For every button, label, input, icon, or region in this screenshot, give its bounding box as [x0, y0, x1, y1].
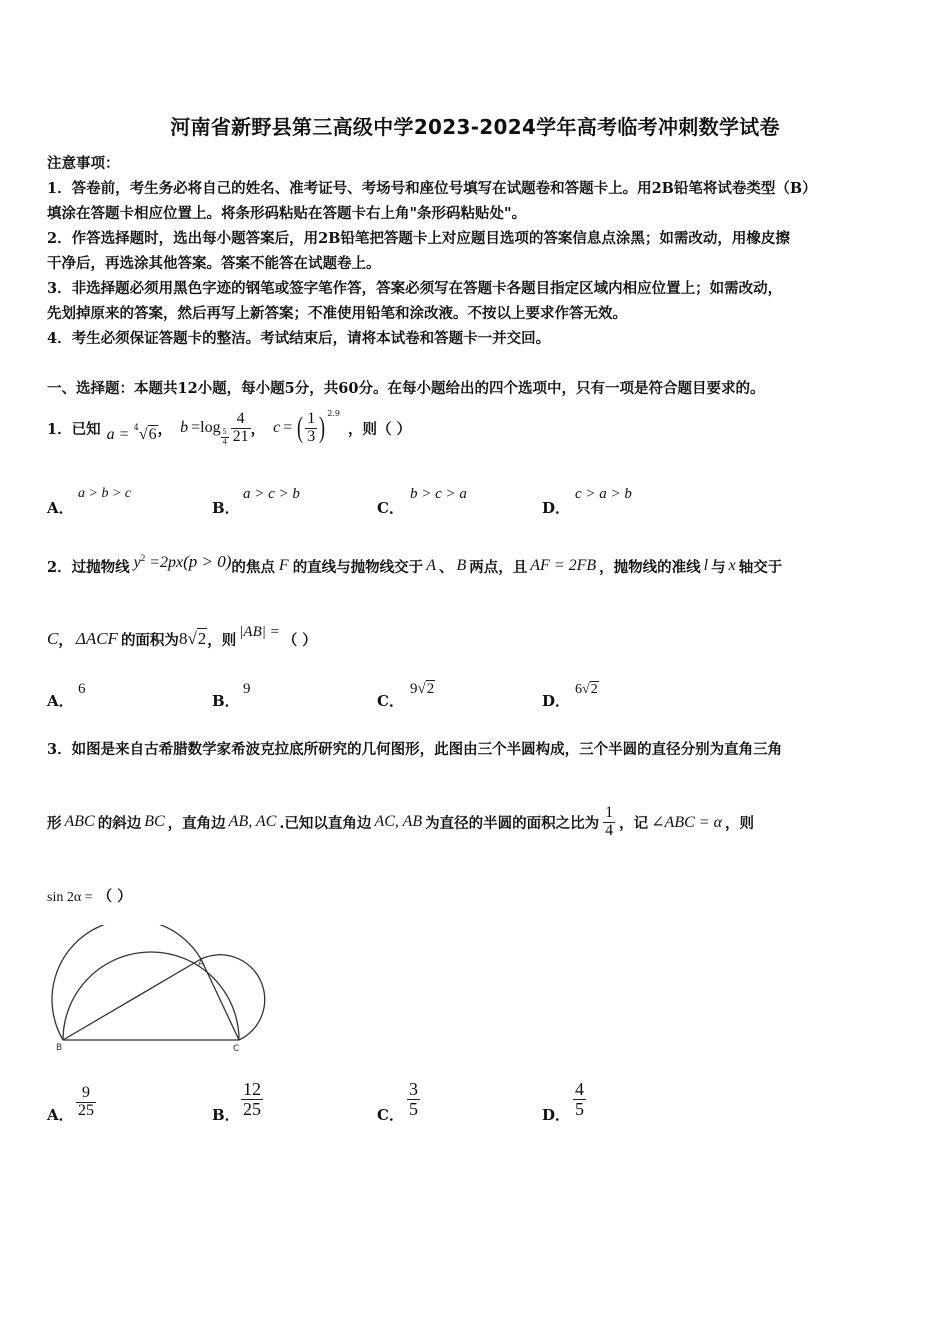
q2-option-b-text: 9 [243, 681, 251, 697]
q3-text: ，记 [619, 814, 649, 832]
q2-triangle: ΔACF [75, 629, 118, 648]
q2-option-a-text: 6 [78, 681, 86, 697]
q2-option-b[interactable]: B． [212, 692, 240, 710]
q3-option-b-frac: $\frac{12}{25}$ [243, 1079, 261, 1119]
q2-text: 的直线与抛物线交于 [292, 558, 424, 576]
q2-F: F [278, 557, 289, 574]
q1-c-label: c [273, 419, 281, 436]
q2-area: 8√2 [178, 629, 207, 648]
q3-option-a[interactable]: A． [47, 1106, 74, 1124]
q2-eq-rest: =2px [145, 553, 184, 571]
q2-A: A [426, 557, 436, 574]
q2-option-c[interactable]: C． [377, 692, 404, 710]
q1-suffix: ，则（ ） [347, 420, 412, 438]
q1-option-c[interactable]: C． [377, 499, 404, 517]
q1-a-eq: = [119, 426, 129, 443]
q3-ac-ab: AC, AB [374, 813, 423, 830]
q2-text: 的焦点 [231, 558, 275, 576]
q1-a-radicand: 6 [148, 426, 157, 443]
q1-sep1: ， [157, 420, 173, 438]
q2-l: l [703, 557, 709, 574]
q1-option-a[interactable]: A． [47, 499, 74, 517]
notice-line: 2．作答选择题时，选出每小题答案后，用2B铅笔把答题卡上对应题目选项的答案信息点涂黑；如需改动，用橡皮擦 [47, 230, 790, 247]
question-2-line2 [47, 624, 317, 654]
q2-relation: AF = 2FB [530, 557, 597, 574]
q3-bc: BC [144, 813, 165, 830]
notice-line: 4．考生必须保证答题卡的整洁。考试结束后，请将本试卷和答题卡一并交回。 [47, 330, 551, 347]
q3-option-a-frac: $\frac{9}{25}$ [78, 1084, 94, 1119]
q2-eq-sup: 2 [140, 552, 146, 563]
q2-ab: |AB| = [239, 623, 280, 640]
q1-b-label: b [180, 419, 189, 436]
q1-c-eq: = [283, 419, 293, 436]
q2-text: （ ） [282, 631, 317, 649]
q2-option-d-text: 6√2 [575, 682, 598, 697]
q2-C: C [47, 629, 59, 648]
q2-text: 的面积为 [120, 631, 179, 649]
q2-option-a[interactable]: A． [47, 692, 74, 710]
q2-text: ，则 [207, 631, 237, 649]
page-title: 河南省新野县第三高级中学2023-2024学年高考临考冲刺数学试卷 [170, 115, 780, 139]
q1-option-b-text: a > c > b [243, 486, 300, 502]
label-b: B [56, 1043, 63, 1053]
q2-text: 、 [438, 558, 454, 576]
q3-line1: 3．如图是来自古希腊数学家希波克拉底所研究的几何图形，此图由三个半圆构成，三个半圆的直径分别为直角三角 [47, 741, 783, 758]
hippocrates-figure [50, 925, 270, 1055]
q3-text: 形 [47, 814, 62, 832]
question-3-line2 [47, 796, 754, 848]
q1-option-a-text: a > b > c [78, 486, 132, 501]
q3-abc: ABC [64, 813, 95, 830]
q3-ab-ac: AB, AC [228, 813, 277, 830]
notice-heading: 注意事项： [47, 155, 120, 172]
semicircle-bc [63, 952, 239, 1040]
q2-prefix: 2．过抛物线 [47, 558, 130, 576]
q1-option-d[interactable]: D． [542, 499, 571, 517]
q1-prefix: 1．已知 [47, 420, 101, 438]
q2-eq-y: y [133, 553, 141, 571]
q1-c-fraction: $\frac{1}{3}$ [307, 409, 316, 445]
q2-text: 与 [711, 558, 726, 576]
q1-sep2: ， [250, 420, 266, 438]
notice-line: 填涂在答题卡相应位置上。将条形码粘贴在答题卡右上角"条形码粘贴处"。 [47, 205, 527, 222]
q3-angle: ∠ABC = α [651, 814, 722, 831]
q3-paren: （ ） [97, 888, 132, 905]
side-ac [201, 959, 239, 1040]
q3-option-c[interactable]: C． [377, 1106, 404, 1124]
q3-text: .已知以直角边 [279, 814, 372, 832]
side-ab [63, 959, 201, 1040]
q3-text: ，直角边 [167, 814, 226, 832]
notice-line: 1．答卷前，考生务必将自己的姓名、准考证号、考场号和座位号填写在试题卷和答题卡上。用2B铅笔将试卷类型（B） [47, 180, 817, 197]
q1-b-log: =log [191, 419, 221, 436]
q3-text: 为直径的半圆的面积之比为 [425, 814, 600, 832]
q3-text: 的斜边 [97, 814, 142, 832]
section-heading: 一、选择题：本题共12小题，每小题5分，共60分。在每小题给出的四个选项中，只有一项是符合题目要求的。 [47, 380, 765, 397]
q1-option-c-text: b > c > a [410, 486, 467, 502]
semicircle-ab [52, 925, 201, 1040]
q1-c-exponent: 2.9 [327, 408, 340, 418]
q1-b-base: $\frac{5}{4}$ [222, 427, 227, 446]
q1-option-b[interactable]: B． [212, 499, 240, 517]
notice-line: 先划掉原来的答案，然后再写上新答案；不准使用铅笔和涂改液。不按以上要求作答无效。 [47, 305, 627, 322]
q3-option-d[interactable]: D． [542, 1106, 571, 1124]
q2-option-c-text: 9√2 [410, 681, 435, 697]
q2-text: 轴交于 [738, 558, 783, 576]
notice-line: 3．非选择题必须用黑色字迹的钢笔或签字笔作答，答案必须写在答题卡各题目指定区域内相应位置上；如需改动， [47, 280, 783, 297]
label-a: A [198, 959, 205, 969]
q1-option-d-text: c > a > b [575, 486, 632, 502]
notice-line: 干净后，再选涂其他答案。答案不能答在试题卷上。 [47, 255, 381, 272]
q3-ask [47, 885, 132, 906]
q2-text: 两点，且 [469, 558, 528, 576]
q2-x: x [728, 557, 736, 574]
q2-text: ，抛物线的准线 [599, 558, 701, 576]
q2-option-d[interactable]: D． [542, 692, 571, 710]
q3-text: ，则 [724, 814, 754, 832]
label-c: C [233, 1044, 240, 1054]
q3-option-c-frac: $\frac{3}{5}$ [409, 1079, 418, 1119]
q3-option-b[interactable]: B． [212, 1106, 240, 1124]
q1-a-index: 4 [133, 423, 139, 433]
q2-B: B [456, 557, 467, 574]
question-1: 1．已知 a = $^4$√6 ， b =log $\frac{5}{4}$ $\frac{4}{21}$ ， c = ( $\frac{1}{3}$ ) $^{2.9}$ ，则（ ） [47, 408, 412, 446]
q1-a-label: a [106, 426, 115, 443]
q1-b-fraction: $\frac{4}{21}$ [232, 409, 249, 445]
question-2 [47, 548, 782, 584]
q3-ratio: $\frac{1}{4}$ [605, 803, 614, 839]
q3-option-d-frac: $\frac{4}{5}$ [575, 1079, 584, 1119]
q2-text: ， [58, 631, 73, 649]
q3-sin2a: sin 2α = [47, 890, 93, 905]
q2-condition: (p > 0) [183, 552, 232, 571]
